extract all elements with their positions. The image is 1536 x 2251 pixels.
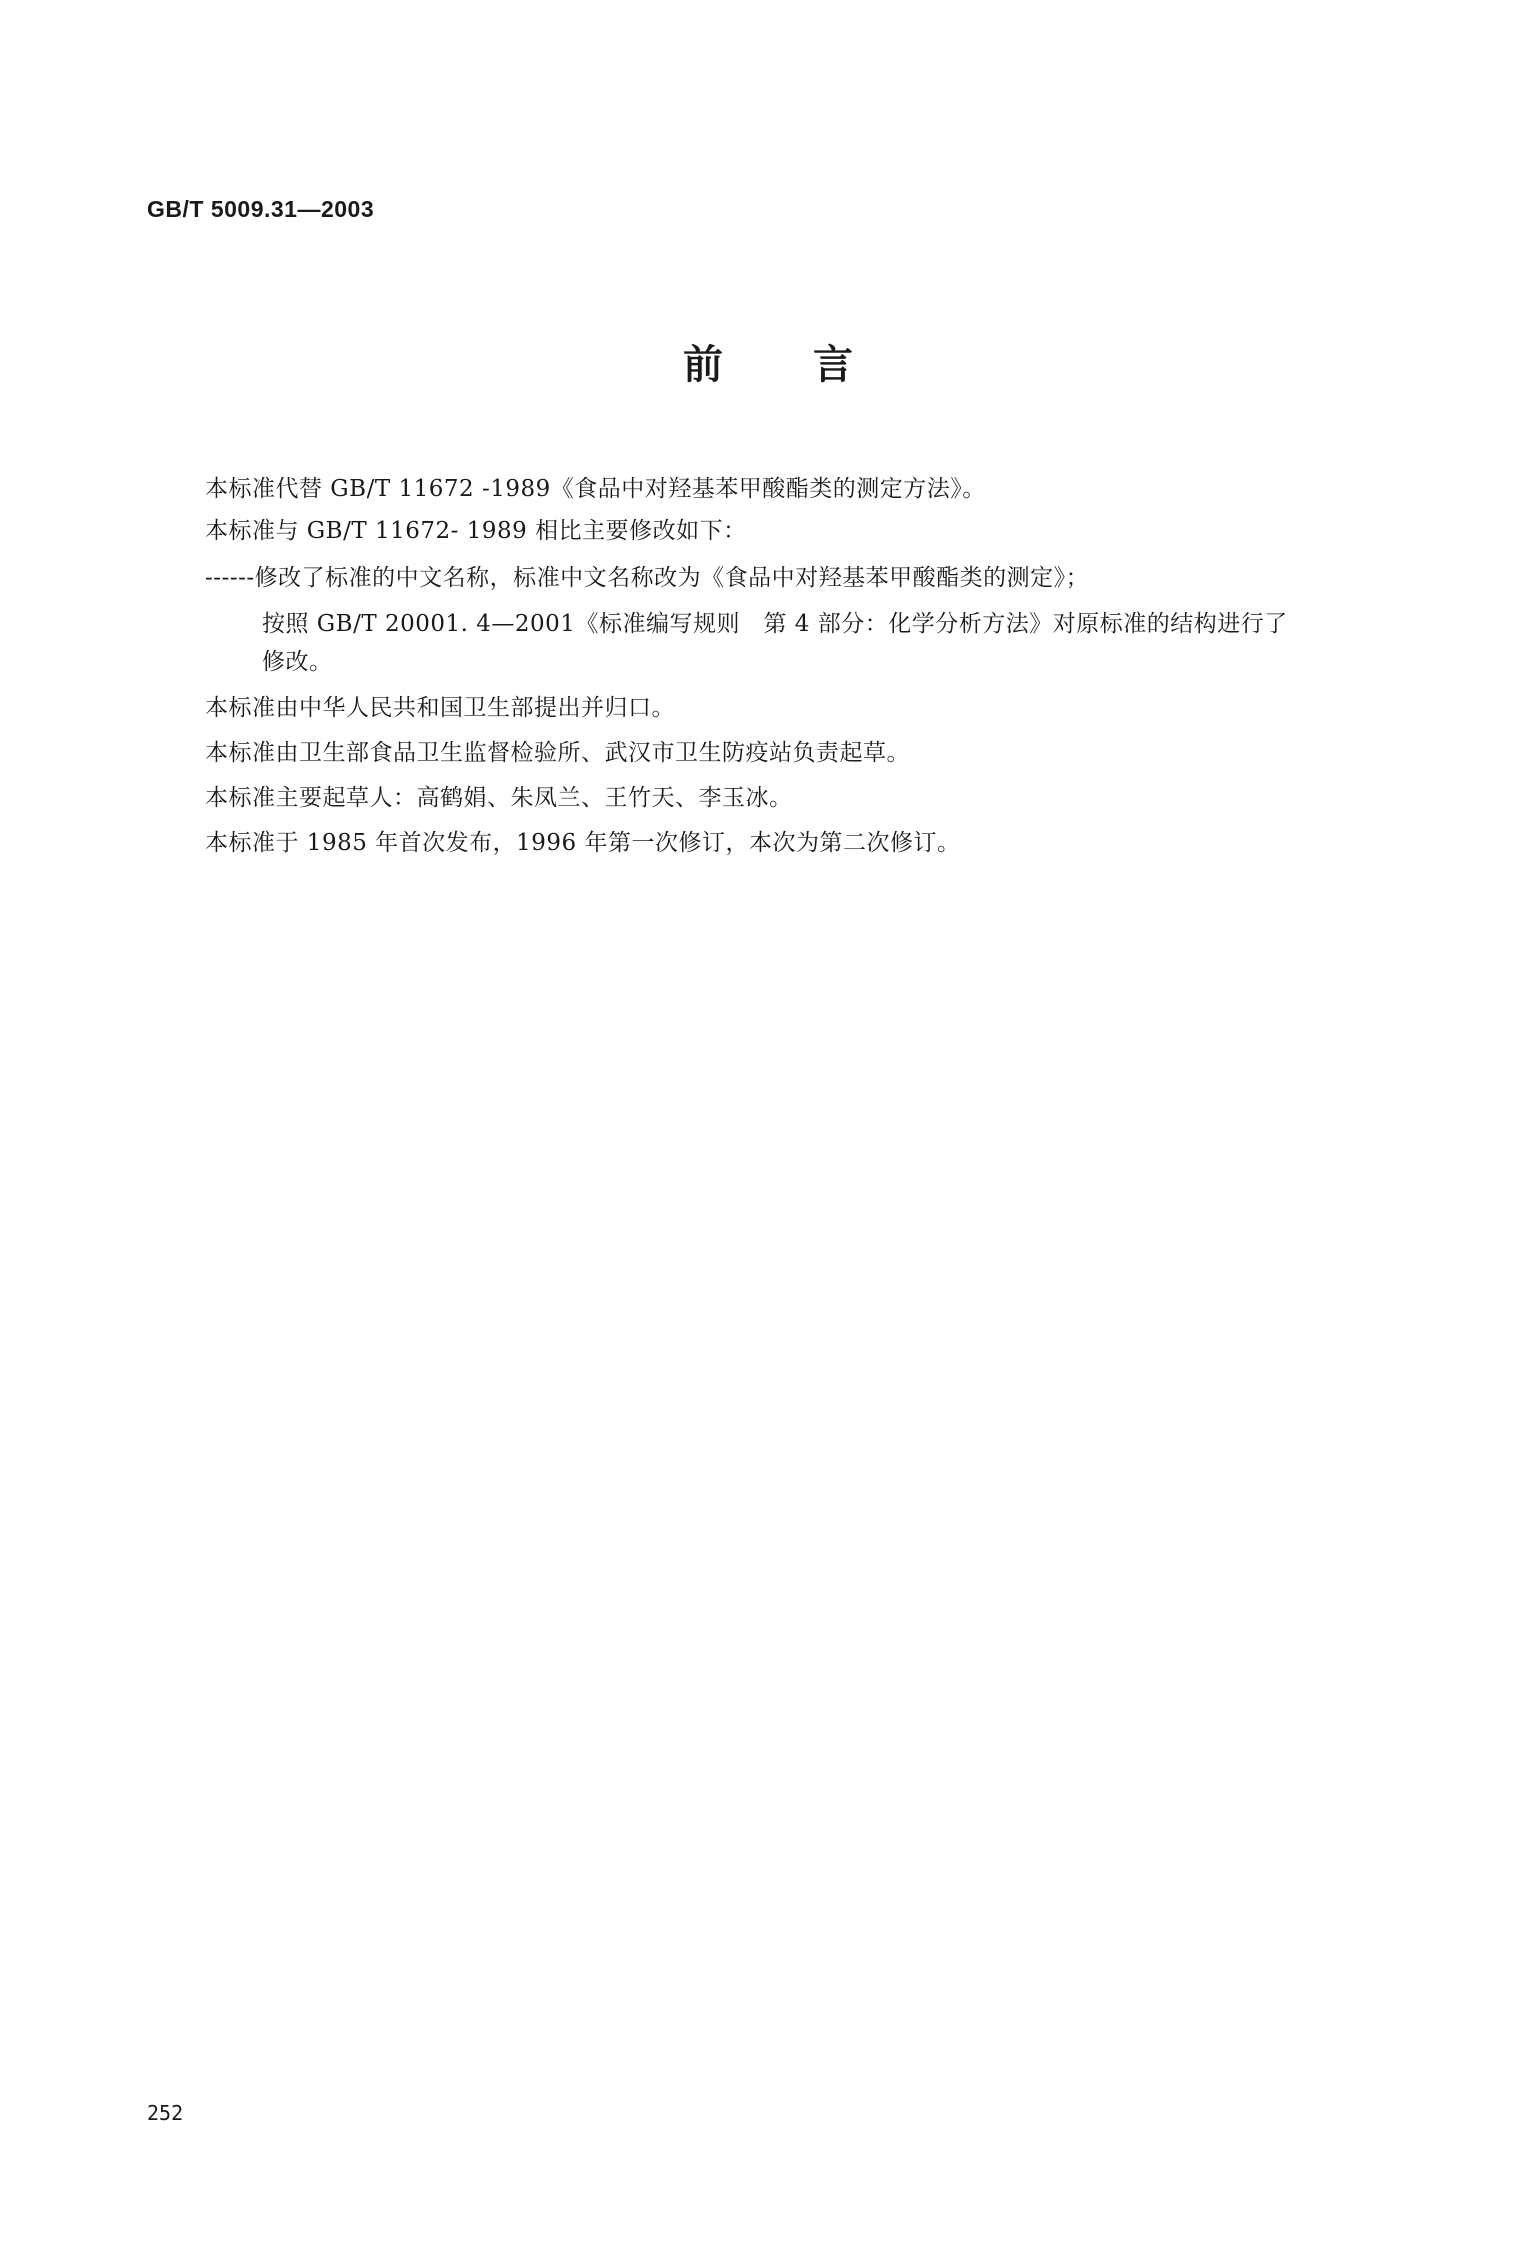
body-line-change-name: ------修改了标准的中文名称，标准中文名称改为《食品中对羟基苯甲酸酯类的测定》； bbox=[205, 565, 1090, 591]
body-line-drafted-by: 本标准由卫生部食品卫生监督检验所、武汉市卫生防疫站负责起草。 bbox=[205, 740, 910, 766]
body-line-history: 本标准于 1985 年首次发布，1996 年第一次修订，本次为第二次修订。 bbox=[205, 830, 961, 856]
page-number: 252 bbox=[147, 2101, 184, 2125]
body-line-change-structure-cont: 修改。 bbox=[262, 649, 333, 675]
body-line-replaces: 本标准代替 GB/T 11672 -1989《食品中对羟基苯甲酸酯类的测定方法》。 bbox=[205, 476, 986, 502]
page-title: 前言 bbox=[683, 342, 943, 388]
body-line-changes-intro: 本标准与 GB/T 11672- 1989 相比主要修改如下： bbox=[205, 518, 747, 544]
standard-code: GB/T 5009.31—2003 bbox=[147, 196, 375, 222]
body-line-drafters: 本标准主要起草人：高鹤娟、朱凤兰、王竹天、李玉冰。 bbox=[205, 785, 793, 811]
body-line-change-structure: 按照 GB/T 20001. 4—2001《标准编写规则 第 4 部分：化学分析方法》对原标准的结构进行了 bbox=[262, 611, 1288, 637]
body-line-proposed-by: 本标准由中华人民共和国卫生部提出并归口。 bbox=[205, 695, 675, 721]
